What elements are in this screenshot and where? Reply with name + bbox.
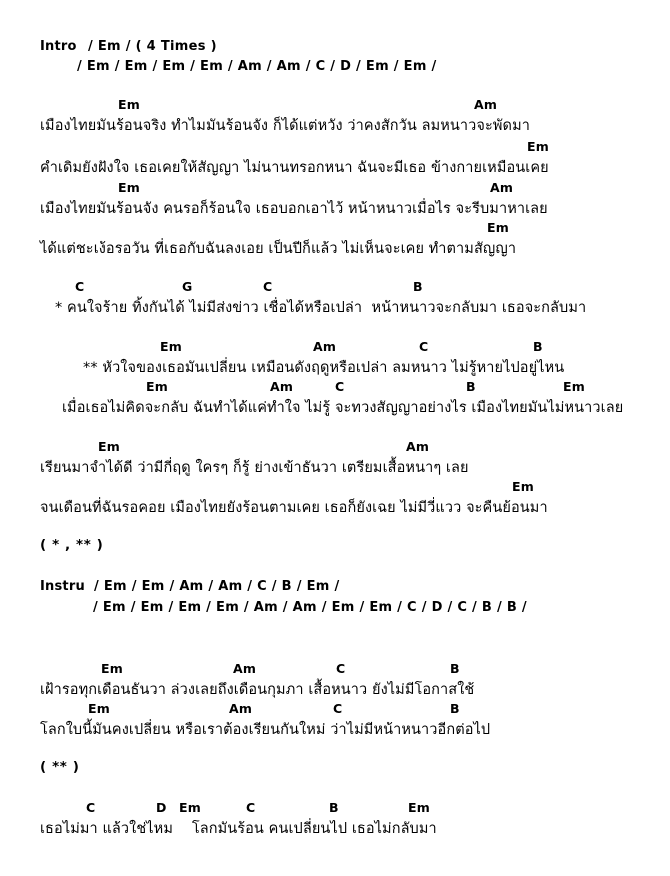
chord-label: Am: [233, 661, 257, 676]
repeat-marker: ( * , ** ): [40, 537, 104, 553]
lyric-line: คำเดิมยังฝังใจ เธอเคยให้สัญญา ไม่นานทรอกหนา ฉันจะมีเธอ ข้างกายเหมือนเคย: [40, 160, 549, 176]
instru-progression-line-1: / Em / Em / Am / Am / C / B / Em /: [94, 579, 340, 594]
chord-label: C: [336, 661, 346, 676]
chord-label: Am: [313, 339, 337, 354]
chord-label: C: [419, 339, 429, 354]
chord-label: Am: [406, 439, 430, 454]
lyric-line: โลกใบนี้มันคงเปลี่ยน หรือเราต้องเรียนกันใหม่ ว่าไม่มีหน้าหนาวอีกต่อไป: [40, 722, 491, 738]
chord-label: Em: [101, 661, 123, 676]
repeat-marker: ( ** ): [40, 759, 80, 775]
chord-label: C: [333, 701, 343, 716]
chord-label: Em: [160, 339, 182, 354]
intro-label: Intro: [40, 39, 77, 54]
lyric-line: ได้แต่ชะเง้อรอวัน ที่เธอกับฉันลงเอย เป็นปีก็แล้ว ไม่เห็นจะเคย ทำตามสัญญา: [40, 241, 517, 257]
lyric-line: จนเดือนที่ฉันรอคอย เมืองไทยยังร้อนตามเคย เธอก็ยังเฉย ไม่มีวี่แวว จะคืนย้อนมา: [40, 500, 548, 516]
intro-progression-line-1: / Em / ( 4 Times ): [88, 39, 217, 54]
lyric-line: เมืองไทยมันร้อนจัง คนรอก็ร้อนใจ เธอบอกเอาไว้ หน้าหนาวเมื่อไร จะรีบมาหาเลย: [40, 201, 548, 217]
chord-label: Am: [229, 701, 253, 716]
lyric-line: ** หัวใจของเธอมันเปลี่ยน เหมือนดังฤดูหรือเปล่า ลมหนาว ไม่รู้หายไปอยู่ไหน: [83, 360, 565, 376]
chord-label: Em: [179, 800, 201, 815]
lyric-line: เฝ้ารอทุกเดือนธันวา ล่วงเลยถึงเดือนกุมภา เสื้อหนาว ยังไม่มีโอกาสใช้: [40, 682, 475, 698]
chord-label: B: [329, 800, 339, 815]
chord-label: Em: [563, 379, 585, 394]
chord-label: Em: [408, 800, 430, 815]
chord-label: B: [450, 701, 460, 716]
intro-progression-line-2: / Em / Em / Em / Em / Am / Am / C / D / Em / Em /: [77, 59, 437, 74]
chord-label: Em: [527, 139, 549, 154]
chord-label: B: [450, 661, 460, 676]
chord-label: Em: [98, 439, 120, 454]
chord-label: Em: [118, 180, 140, 195]
chord-label: B: [533, 339, 543, 354]
chord-label: Em: [487, 220, 509, 235]
lyric-line: เรียนมาจำได้ดี ว่ามีกี่ฤดู ใครๆ ก็รู้ ย่างเข้าธันวา เตรียมเสื้อหนาๆ เลย: [40, 460, 469, 476]
chord-label: C: [335, 379, 345, 394]
chord-label: Am: [490, 180, 514, 195]
chord-label: C: [86, 800, 96, 815]
chord-label: D: [156, 800, 167, 815]
chord-label: Em: [512, 479, 534, 494]
lyric-line: * คนใจร้าย ทิ้งกันได้ ไม่มีส่งข่าว เชื่อได้หรือเปล่า หน้าหนาวจะกลับมา เธอจะกลับมา: [55, 300, 587, 316]
chord-label: Am: [270, 379, 294, 394]
lyric-line: เธอไม่มา แล้วใช่ไหม โลกมันร้อน คนเปลี่ยนไป เธอไม่กลับมา: [40, 821, 437, 837]
chord-label: B: [466, 379, 476, 394]
chord-label: G: [182, 279, 193, 294]
chord-label: Em: [88, 701, 110, 716]
chord-label: B: [413, 279, 423, 294]
instru-label: Instru: [40, 579, 85, 594]
chord-label: Am: [474, 97, 498, 112]
chord-label: Em: [118, 97, 140, 112]
instru-progression-line-2: / Em / Em / Em / Em / Am / Am / Em / Em / C / D / C / B / B /: [93, 600, 527, 615]
lyric-line: เมืองไทยมันร้อนจริง ทำไมมันร้อนจัง ก็ได้แต่หวัง ว่าคงสักวัน ลมหนาวจะพัดมา: [40, 118, 530, 134]
chord-label: Em: [146, 379, 168, 394]
chord-label: C: [75, 279, 85, 294]
lyric-line: เมื่อเธอไม่คิดจะกลับ ฉันทำได้แค่ทำใจ ไม่รู้ จะทวงสัญญาอย่างไร เมืองไทยมันไม่หนาวเลย: [62, 400, 624, 416]
chord-label: C: [263, 279, 273, 294]
chord-label: C: [246, 800, 256, 815]
